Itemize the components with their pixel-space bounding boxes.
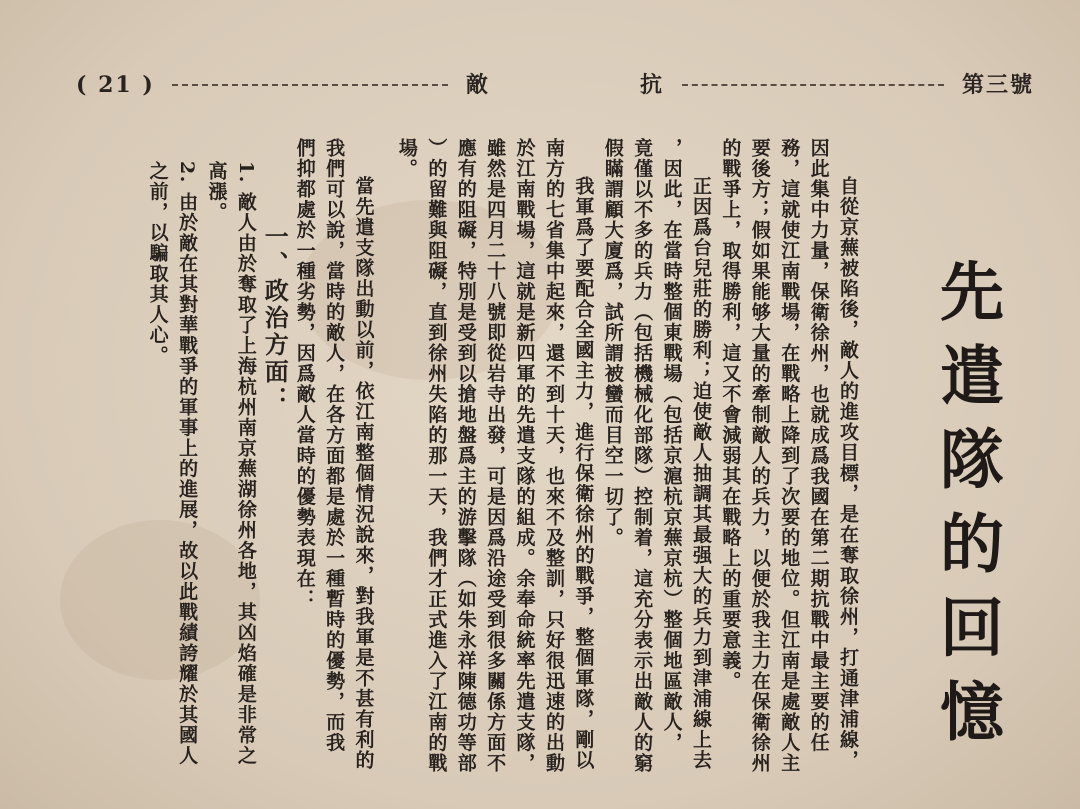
article-title: 先遣隊的回憶 xyxy=(929,258,1004,762)
text-column: 的戰爭上，取得勝利，這又不會減弱其在戰略上的重要意義。 xyxy=(719,138,742,692)
text-column: 因此集中力量，保衛徐州，也就成爲我國在第二期抗戰中最主要的任 xyxy=(807,138,830,753)
text-column: ，因此，在當時整個東戰場（包括京滬杭京蕪京杭）整個地區敵人， xyxy=(660,138,683,753)
list-item: 1. 敵人由於奪取了上海杭州南京蕪湖徐州各地，其凶焰確是非常之 xyxy=(234,160,257,766)
text-column: 們抑都處於一種劣勢，因爲敵人當時的優勢表現在： xyxy=(293,138,316,610)
header-rule-left xyxy=(172,84,448,86)
text-column: 雖然是四月二十八號即從岩寺出發，可是因爲沿途受到很多關係方面不 xyxy=(484,138,507,774)
text-column: 自從京蕪被陷後，敵人的進攻目標，是在奪取徐州，打通津浦線， xyxy=(837,176,859,771)
list-item-continuation: 之前，以騙取其人心。 xyxy=(146,160,169,366)
list-item: 2. 由於敵在其對華戰爭的軍事上的進展，故以此戰績誇耀於其國人 xyxy=(176,160,199,766)
header-section-left: 敵 xyxy=(466,72,491,98)
header-rule-right xyxy=(682,84,944,86)
text-column: 我們可以說，當時的敵人，在各方面都是處於一種暫時的優勢，而我 xyxy=(323,138,346,753)
text-column: 應有的阻礙，特別是受到以搶地盤爲主的游擊隊（如朱永祥陳德功等部 xyxy=(454,138,477,774)
page-number: ( 21 ) xyxy=(76,72,155,98)
article-body xyxy=(62,138,862,778)
list-item-continuation: 高漲。 xyxy=(205,160,228,223)
text-column: 竟僅以不多的兵力（包括機械化部隊）控制着，這充分表示出敵人的窮 xyxy=(631,138,654,774)
text-column: 我軍爲了要配合全國主力，進行保衛徐州的戰爭，整個軍隊，剛以 xyxy=(572,176,595,771)
column-gap xyxy=(378,138,392,778)
text-column: 於江南戰場，這就是新四軍的先遣支隊的組成。余奉命統率先遣支隊， xyxy=(513,138,536,774)
section-heading: 一、政治方面： xyxy=(260,224,290,414)
issue-label: 第三號 xyxy=(962,72,1035,98)
text-column: 正因爲台兒莊的勝利；迫使敵人抽調其最强大的兵力到津浦線上去 xyxy=(689,176,712,771)
text-column: 南方的七省集中起來，還不到十天，也來不及整訓，只好很迅速的出動 xyxy=(542,138,565,774)
text-column: 場。 xyxy=(395,138,418,179)
text-column: 假瞞謂顧大廈爲，試所謂被蠻而目空一切了。 xyxy=(601,138,624,548)
page-header xyxy=(0,0,1080,120)
text-column: 要後方；假如果能够大量的牽制敵人的兵力，以便於我主力在保衛徐州 xyxy=(748,138,771,774)
text-column: 當先遣支隊出動以前，依江南整個情況說來，對我軍是不甚有利的 xyxy=(352,176,375,771)
text-column: 務，這就使江南戰場，在戰略上降到了次要的地位。但江南是處敵人主 xyxy=(778,138,801,774)
text-column: ）的留難與阻礙，直到徐州失陷的那一天，我們才正式進入了江南的戰 xyxy=(425,138,448,774)
header-section-right: 抗 xyxy=(640,72,665,98)
